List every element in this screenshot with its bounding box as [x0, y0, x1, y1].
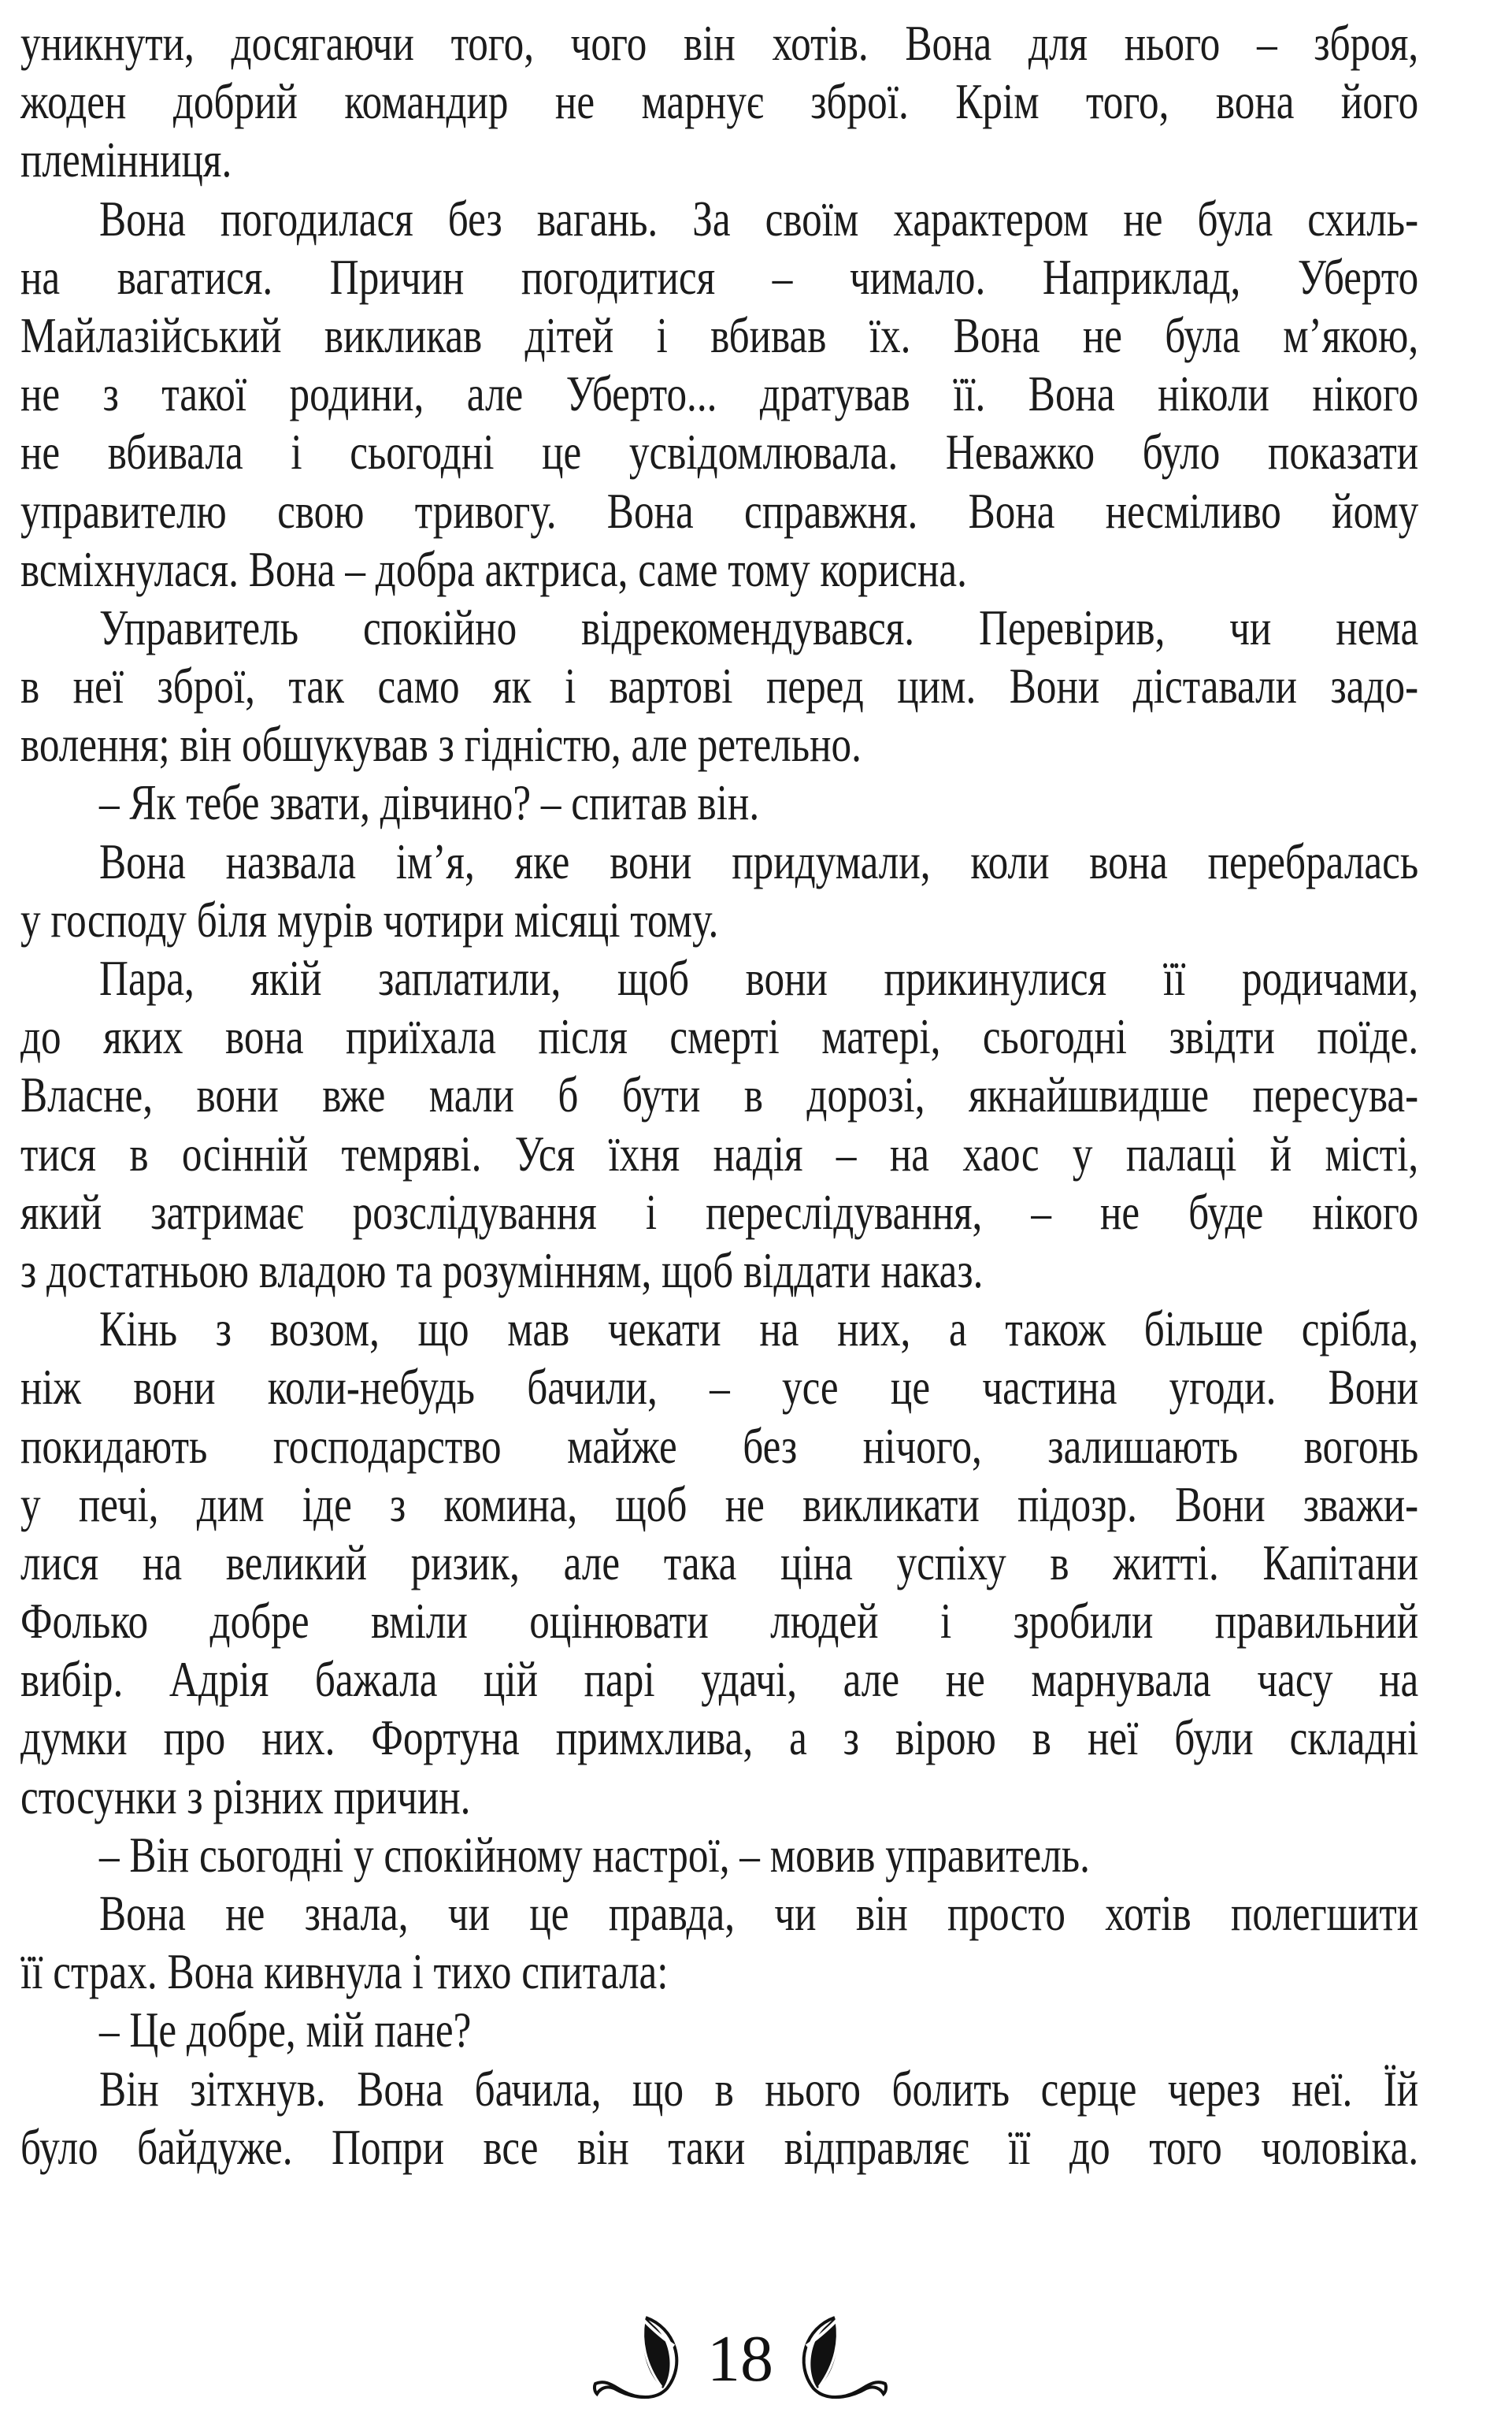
text-line: Управитель спокійно відрекомендувався. Перевірив, чи нема: [99, 599, 1419, 655]
text-line: всміхнулася. Вона – добра актриса, саме тому корисна.: [20, 540, 967, 597]
left-ornament-icon: [592, 2316, 691, 2403]
text-line: до яких вона приїхала після смерті матері, сьогодні звідти поїде.: [20, 1008, 1419, 1065]
text-line: Кінь з возом, що мав чекати на них, а також більше срібла,: [99, 1301, 1419, 1357]
text-line: – Як тебе звати, дівчино? – спитав він.: [99, 774, 760, 831]
text-line: з достатньою владою та розумінням, щоб віддати наказ.: [20, 1241, 984, 1298]
text-line: Власне, вони вже мали б бути в дорозі, якнайшвидше пересува-: [20, 1067, 1419, 1123]
text-line: не вбивала і сьогодні це усвідомлювала. Неважко було показати: [20, 424, 1419, 481]
page-footer: [0, 2312, 1512, 2407]
text-line: лися на великий ризик, але така ціна успіху в житті. Капітани: [20, 1534, 1419, 1590]
text-line: покидають господарство майже без нічого, залишають вогонь: [20, 1417, 1419, 1474]
text-line: Фолько добре вміли оцінювати людей і зробили правильний: [20, 1593, 1419, 1650]
text-line: тися в осінній темряві. Уся їхня надія – на хаос у палаці й місті,: [20, 1125, 1419, 1182]
text-line: Вона назвала ім’я, яке вони придумали, коли вона перебралась: [99, 833, 1419, 889]
text-line: Пара, якій заплатили, щоб вони прикинулися її родичами,: [99, 950, 1419, 1006]
text-line: який затримає розслідування і переслідування, – не буде нікого: [20, 1183, 1419, 1240]
text-line: у господу біля мурів чотири місяці тому.: [20, 891, 719, 948]
text-line: уникнути, досягаючи того, чого він хотів. Вона для нього – зброя,: [20, 15, 1419, 71]
page-number: 18: [707, 2322, 773, 2396]
text-line: – Це добре, мій пане?: [99, 2002, 472, 2058]
text-line: її страх. Вона кивнула і тихо спитала:: [20, 1943, 669, 2000]
right-ornament-icon: [790, 2316, 888, 2403]
text-line: було байдуже. Попри все він таки відправляє її до того чоловіка.: [20, 2118, 1419, 2175]
text-line: племінниця.: [20, 132, 232, 188]
page-body-text: [20, 14, 1418, 2177]
text-line: Вона погодилася без вагань. За своїм характером не була схиль-: [99, 190, 1419, 247]
text-line: ніж вони коли-небудь бачили, – усе це частина угоди. Вони: [20, 1359, 1419, 1416]
text-line: в неї зброї, так само як і вартові перед цим. Вони діставали задо-: [20, 658, 1419, 714]
text-line: вибір. Адрія бажала цій парі удачі, але не марнувала часу на: [20, 1651, 1419, 1708]
text-line: думки про них. Фортуна примхлива, а з вірою в неї були складні: [20, 1709, 1419, 1766]
text-line: на вагатися. Причин погодитися – чимало. Наприклад, Уберто: [20, 248, 1419, 305]
text-line: – Він сьогодні у спокійному настрої, – мовив управитель.: [99, 1826, 1090, 1883]
text-line: Вона не знала, чи це правда, чи він просто хотів полегшити: [99, 1885, 1419, 1941]
text-line: управителю свою тривогу. Вона справжня. Вона несміливо йому: [20, 482, 1419, 539]
text-line: стосунки з різних причин.: [20, 1768, 471, 1824]
text-line: Майлазійський викликав дітей і вбивав їх. Вона не була м’якою,: [20, 306, 1419, 363]
text-line: не з такої родини, але Уберто... дратував її. Вона ніколи нікого: [20, 366, 1419, 422]
text-line: Він зітхнув. Вона бачила, що в нього болить серце через неї. Їй: [99, 2060, 1419, 2117]
text-line: волення; він обшукував з гідністю, але ретельно.: [20, 716, 862, 773]
text-line: жоден добрий командир не марнує зброї. Крім того, вона його: [20, 73, 1419, 130]
text-line: у печі, дим іде з комина, щоб не викликати підозр. Вони зважи-: [20, 1475, 1419, 1532]
